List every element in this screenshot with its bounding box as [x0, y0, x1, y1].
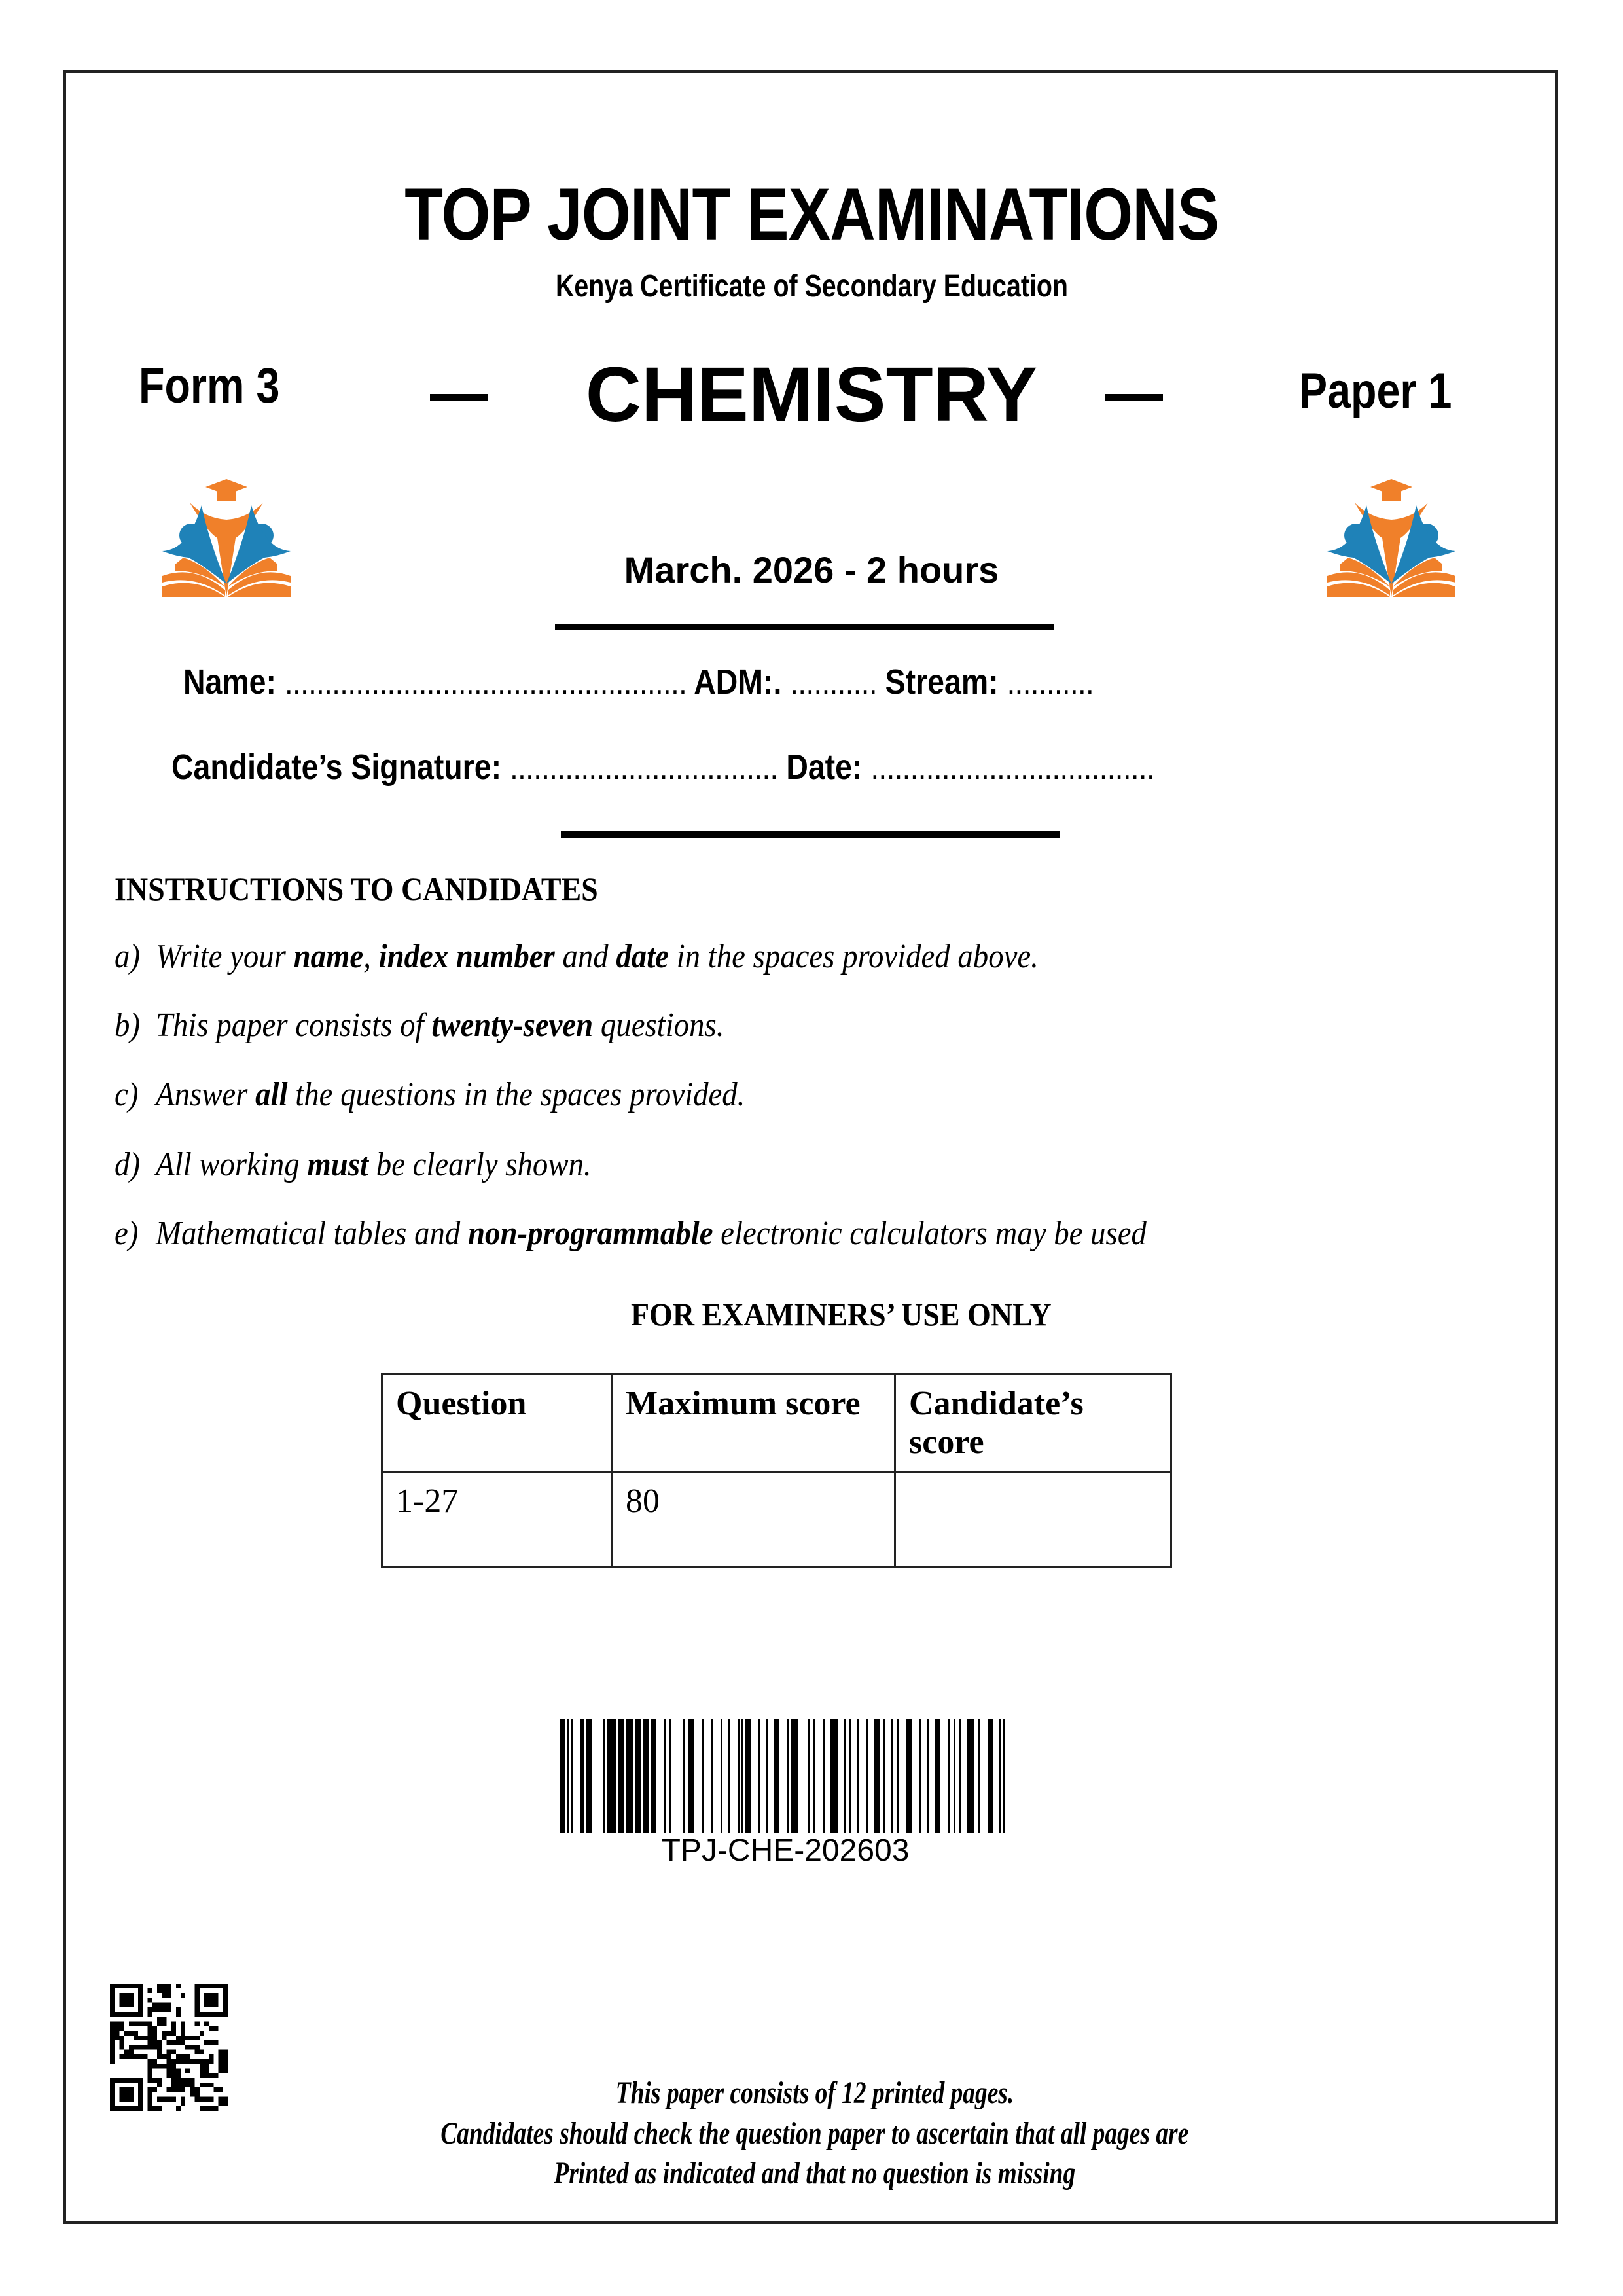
exam-subtitle: [0, 268, 1623, 305]
instruction-item: [115, 1006, 724, 1045]
signature-label: Candidate’s Signature:: [171, 747, 502, 787]
exam-date-duration-text: March. 2026 - 2 hours: [624, 549, 999, 590]
instruction-text: Write your: [156, 938, 294, 975]
instruction-text: and: [554, 938, 616, 975]
examiners-heading: [0, 1296, 1623, 1333]
instruction-text: Answer: [156, 1076, 256, 1113]
footer-text: Printed as indicated and that no question is missing: [554, 2156, 1076, 2191]
dash-right: [1105, 394, 1163, 401]
instruction-emphasis: date: [616, 938, 669, 975]
instruction-label: c): [115, 1076, 139, 1113]
footer-text: This paper consists of 12 printed pages.: [615, 2075, 1014, 2110]
instruction-item: [115, 1075, 745, 1115]
instruction-text: electronic calculators may be used: [713, 1215, 1147, 1252]
instruction-text: This paper consists of: [156, 1007, 432, 1044]
adm-field[interactable]: ...........: [790, 662, 877, 702]
stream-label: Stream:: [885, 662, 999, 702]
table-header-row: [382, 1374, 1171, 1472]
stream-field[interactable]: ...........: [1007, 662, 1094, 702]
form-level: Form 3: [139, 358, 280, 414]
instruction-item: [115, 1145, 592, 1185]
instruction-text: in the spaces provided above.: [668, 938, 1039, 975]
cell-question-range: 1-27: [382, 1472, 612, 1568]
footer-line-3: [0, 2155, 1623, 2192]
instruction-text: All working: [156, 1146, 308, 1183]
instruction-label: a): [115, 938, 140, 975]
footer-text: Candidates should check the question paper to ascertain that all pages are: [440, 2116, 1189, 2151]
column-header-candidate-score: Candidate’s score: [895, 1374, 1171, 1472]
instruction-label: b): [115, 1007, 140, 1044]
footer-line-2: [0, 2115, 1623, 2152]
divider-rule-2: [561, 831, 1060, 838]
instruction-text: Mathematical tables and: [156, 1215, 469, 1252]
instruction-text: be clearly shown.: [368, 1146, 592, 1183]
instruction-emphasis: index number: [378, 938, 555, 975]
cell-candidate-score[interactable]: [895, 1472, 1171, 1568]
paper-number: Paper 1: [1299, 363, 1452, 419]
name-field[interactable]: ...................................................: [284, 662, 687, 702]
instruction-text: ,: [363, 938, 379, 975]
exam-subtitle-text: Kenya Certificate of Secondary Education: [555, 269, 1068, 304]
date-label: Date:: [786, 747, 863, 787]
adm-label: ADM:.: [694, 662, 782, 702]
divider-rule: [555, 624, 1054, 630]
instruction-emphasis: name: [293, 938, 364, 975]
column-header-max-score: Maximum score: [612, 1374, 895, 1472]
instruction-label: d): [115, 1146, 140, 1183]
signature-field[interactable]: ..................................: [509, 747, 778, 787]
date-field[interactable]: ....................................: [870, 747, 1154, 787]
exam-title: [0, 175, 1623, 255]
instruction-item: [115, 937, 1039, 977]
footer-line-1: [0, 2075, 1623, 2111]
instruction-item: [115, 1214, 1147, 1253]
candidate-info-line: [183, 661, 1094, 703]
exam-title-text: TOP JOINT EXAMINATIONS: [404, 173, 1219, 255]
column-header-question: Question: [382, 1374, 612, 1472]
name-label: Name:: [183, 662, 276, 702]
table-row: [382, 1472, 1171, 1568]
instruction-label: e): [115, 1215, 139, 1252]
instruction-emphasis: twenty-seven: [431, 1007, 594, 1044]
examiners-heading-text: FOR EXAMINERS’ USE ONLY: [630, 1296, 1052, 1333]
instruction-text: the questions in the spaces provided.: [287, 1076, 745, 1113]
signature-line: [171, 746, 1154, 788]
subject-title-text: CHEMISTRY: [585, 351, 1038, 438]
cell-max-score: 80: [612, 1472, 895, 1568]
instructions-heading: INSTRUCTIONS TO CANDIDATES: [115, 870, 598, 907]
instruction-emphasis: all: [255, 1076, 288, 1113]
exam-date-duration: [0, 548, 1623, 592]
instruction-emphasis: non-programmable: [468, 1215, 713, 1252]
instruction-emphasis: must: [307, 1146, 369, 1183]
barcode-label: TPJ-CHE-202603: [661, 1833, 910, 1868]
instruction-text: questions.: [593, 1007, 724, 1044]
barcode-icon: [560, 1719, 1011, 1833]
score-table: [381, 1373, 1172, 1568]
